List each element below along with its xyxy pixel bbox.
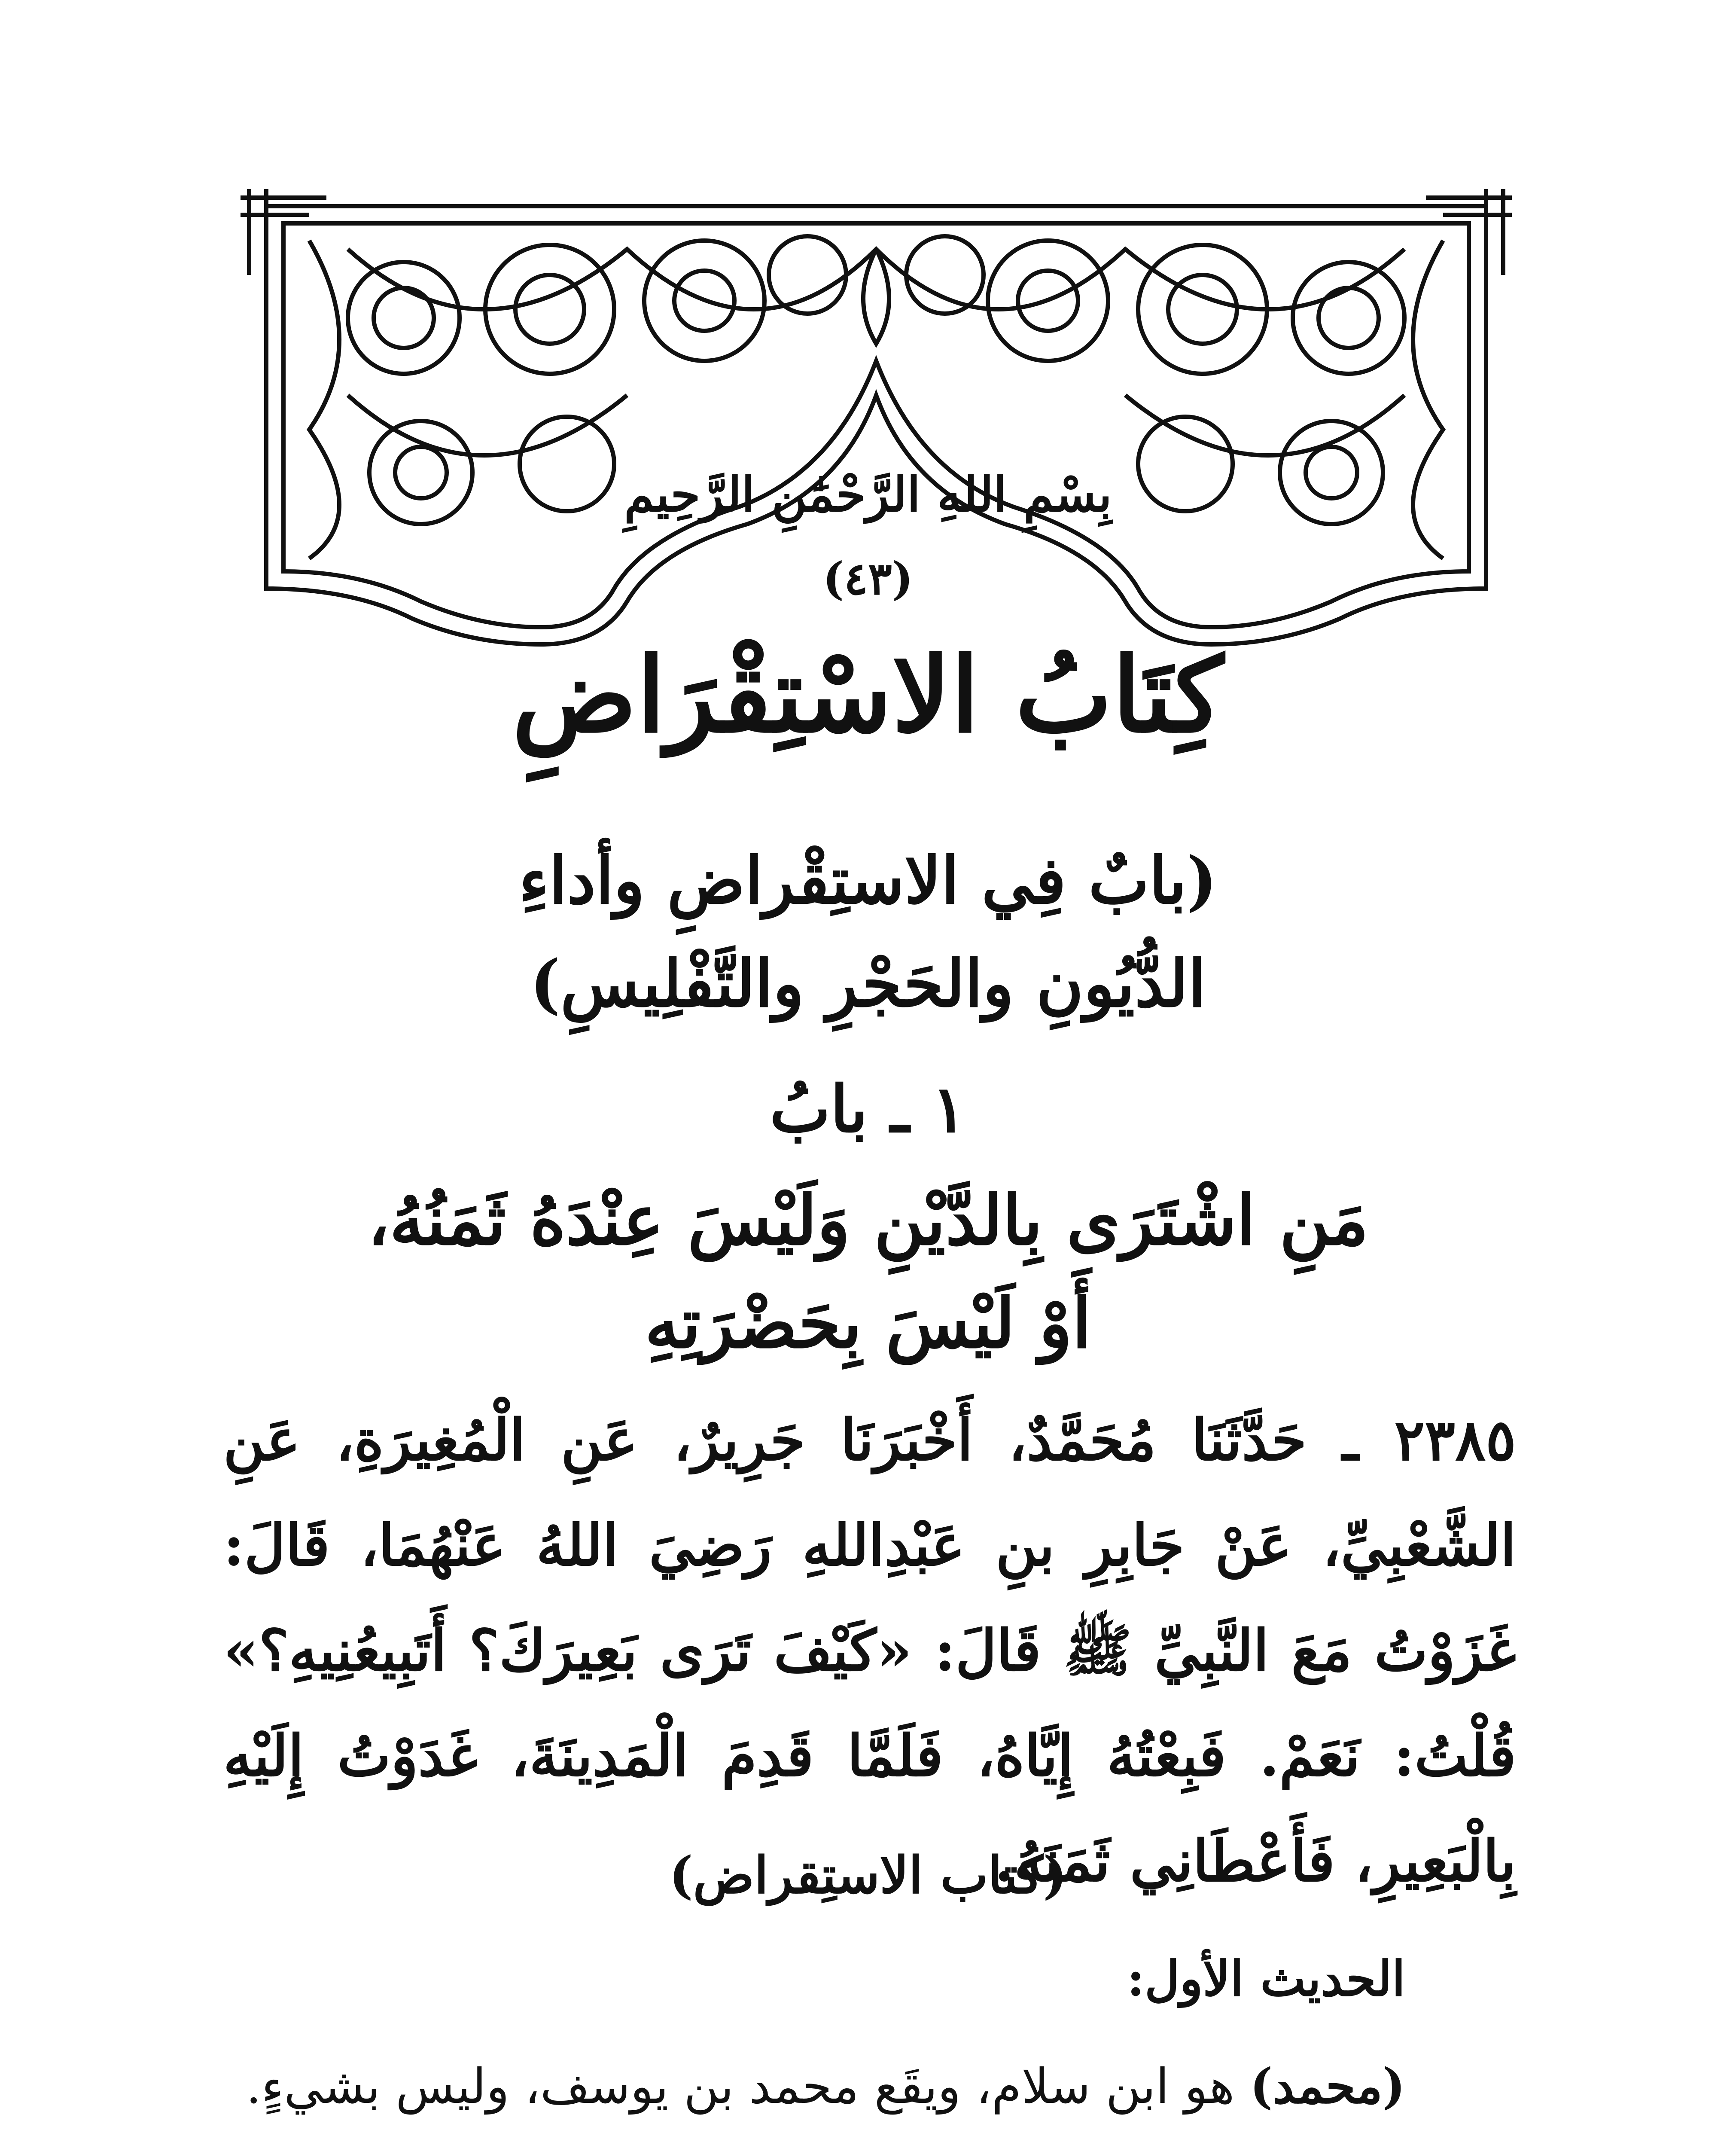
note-1-text: هو ابن سلام، ويقَع محمد بن يوسف، وليس بشيءٍ. — [246, 2059, 1250, 2114]
book-number: (٤٣) — [822, 552, 914, 605]
commentary-note-1 — [160, 2058, 1405, 2115]
hadith-text: ٢٣٨٥ ـ حَدَّثَنَا مُحَمَّدٌ، أَخْبَرَنَا جَرِيرٌ، عَنِ الْمُغِيرَةِ، عَنِ الشَّعْبِيِّ، عَنْ جَابِرِ بنِ عَبْدِاللهِ رَضِيَ اللهُ عَنْهُمَا، قَالَ: غَزَوْتُ مَعَ النَّبِيِّ ﷺ قَالَ: «كَيْفَ تَرَى بَعِيرَكَ؟ أَتَبِيعُنِيهِ؟» قُلْتُ: نَعَمْ. فَبِعْتُهُ إِيَّاهُ، فَلَمَّا قَدِمَ الْمَدِينَةَ، غَدَوْتُ إِلَيْهِ بِالْبَعِيرِ، فَأَعْطَانِي ثَمَنَهُ. — [223, 1407, 1516, 1895]
bab-title-line-1: مَنِ اشْتَرَى بِالدَّيْنِ وَلَيْسَ عِنْدَهُ ثَمَنُهُ، — [367, 1180, 1369, 1260]
chapter-title — [172, 829, 1564, 1035]
chapter-title-line-2: الدُّيُونِ والحَجْرِ والتَّفْلِيسِ) — [530, 946, 1206, 1022]
note-1-term: (محمد) — [1250, 2058, 1405, 2114]
commentary-title: (كتاب الاستِقراض) — [669, 1845, 1067, 1905]
commentary-heading: الحديث الأول: — [1127, 1951, 1405, 2007]
chapter-title-line-1: (بابٌ فِي الاستِقْراضِ وأداءِ — [519, 843, 1217, 918]
bab-number: ١ ـ بابُ — [770, 1071, 966, 1147]
basmala: بِسْمِ اللهِ الرَّحْمَٰنِ الرَّحِيمِ — [624, 467, 1112, 523]
bab-title — [215, 1169, 1521, 1375]
book-title: كِتَابُ الاسْتِقْرَاضِ — [512, 635, 1224, 756]
bab-title-line-2: أَوْ لَيْسَ بِحَضْرَتِهِ — [645, 1283, 1091, 1364]
